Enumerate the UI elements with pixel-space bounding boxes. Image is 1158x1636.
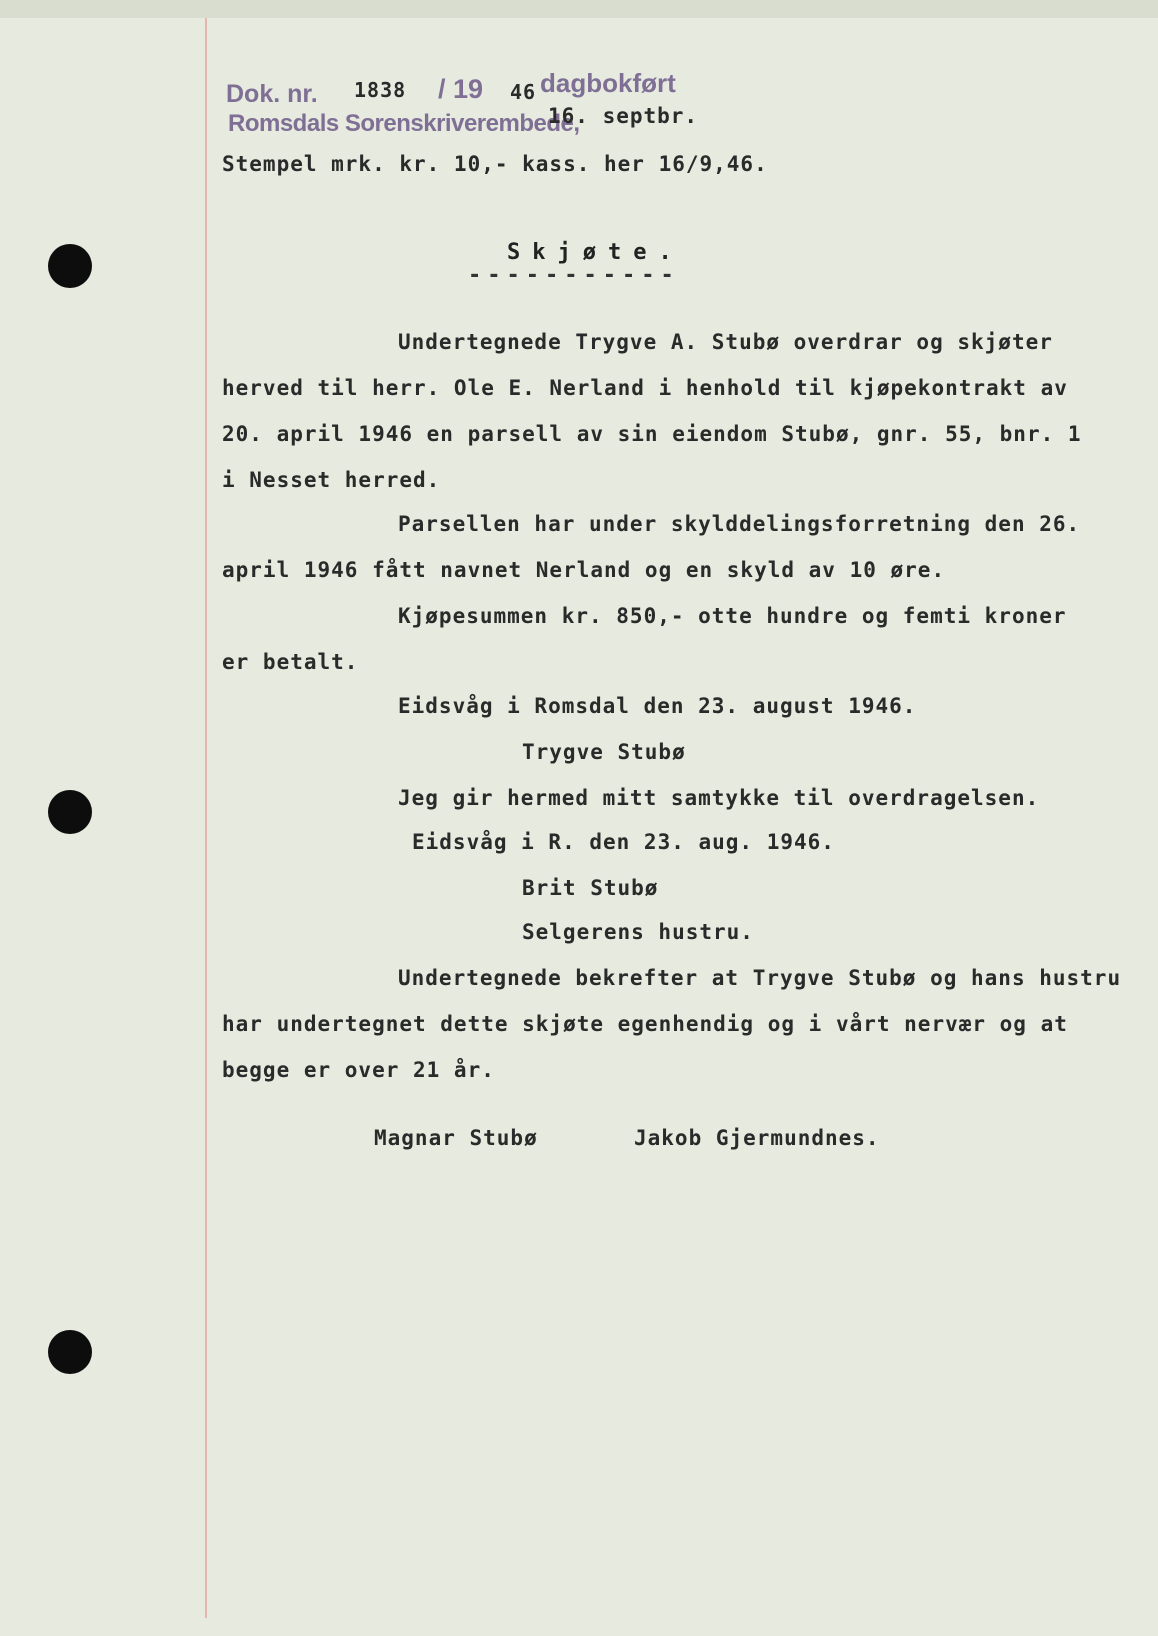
punch-hole-top <box>48 244 92 288</box>
body-line-consent-date: Eidsvåg i R. den 23. aug. 1946. <box>412 830 835 854</box>
body-line-6: april 1946 fått navnet Nerland og en skyld av 10 øre. <box>222 558 946 582</box>
year-suffix: 46 <box>510 80 537 104</box>
wife-role: Selgerens hustru. <box>522 920 754 944</box>
body-line-3: 20. april 1946 en parsell av sin eiendom Stubø, gnr. 55, bnr. 1 <box>222 422 1082 446</box>
body-line-consent: Jeg gir hermed mitt samtykke til overdragelsen. <box>398 786 1040 810</box>
signature-wife: Brit Stubø <box>522 876 659 900</box>
punch-hole-middle <box>48 790 92 834</box>
body-line-4: i Nesset herred. <box>222 468 441 492</box>
punch-hole-bottom <box>48 1330 92 1374</box>
body-line-1: Undertegnede Trygve A. Stubø overdrar og skjøter <box>398 330 1053 354</box>
stamp-dok-nr: Dok. nr. <box>226 80 318 108</box>
body-line-witness-3: begge er over 21 år. <box>222 1058 495 1082</box>
title-underline: ----------- <box>468 263 680 288</box>
body-line-2: herved til herr. Ole E. Nerland i henhold til kjøpekontrakt av <box>222 376 1068 400</box>
stamp-dagbokfort: dagbokført <box>540 68 676 98</box>
stamp-slash-19: / 19 <box>438 74 484 104</box>
stamp-office: Romsdals Sorenskriverembede, <box>228 110 580 137</box>
body-line-witness-2: har undertegnet dette skjøte egenhendig og i vårt nervær og at <box>222 1012 1068 1036</box>
signature-seller: Trygve Stubø <box>522 740 686 764</box>
stamp-date: 16. septbr. <box>548 104 699 128</box>
witness-left: Magnar Stubø <box>374 1126 538 1150</box>
body-line-9: Eidsvåg i Romsdal den 23. august 1946. <box>398 694 917 718</box>
witness-right: Jakob Gjermundnes. <box>634 1126 880 1150</box>
doc-number: 1838 <box>354 78 407 102</box>
body-line-witness-1: Undertegnede bekrefter at Trygve Stubø og hans hustru <box>398 966 1122 990</box>
body-line-5: Parsellen har under skylddelingsforretning den 26. <box>398 512 1081 536</box>
margin-rule <box>205 18 207 1618</box>
stamp-fee-line: Stempel mrk. kr. 10,- kass. her 16/9,46. <box>222 152 768 176</box>
body-line-8: er betalt. <box>222 650 359 674</box>
document-title: Skjøte. <box>507 240 684 265</box>
body-line-7: Kjøpesummen kr. 850,- otte hundre og femti kroner <box>398 604 1067 628</box>
scan-top-edge <box>0 0 1158 18</box>
